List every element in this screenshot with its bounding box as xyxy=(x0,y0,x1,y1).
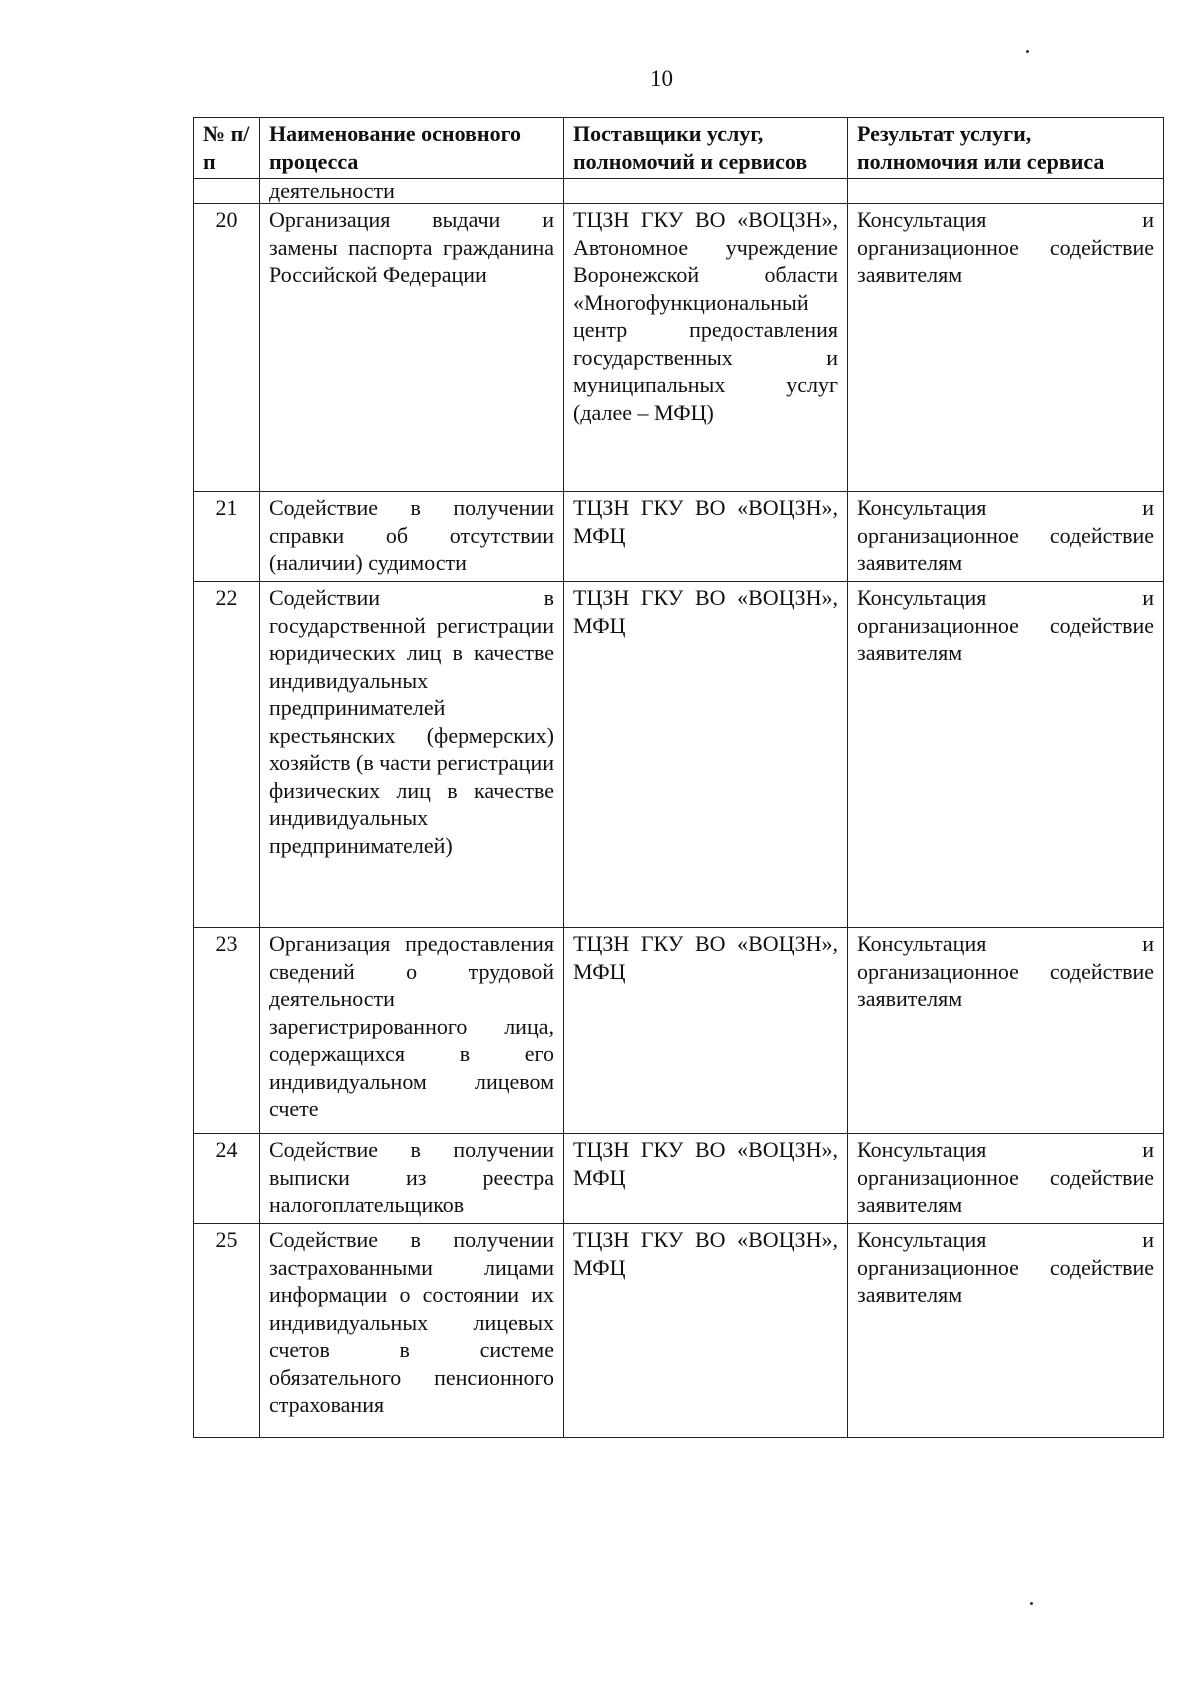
result-first-line xyxy=(857,584,1154,612)
result-word: Консультация xyxy=(857,1227,987,1252)
table-row xyxy=(194,1224,1164,1438)
table-row xyxy=(194,492,1164,582)
result-rest: организационное содействие заявителям xyxy=(857,958,1154,1011)
continuation-num xyxy=(194,179,260,204)
providers-cell: ТЦЗН ГКУ ВО «ВОЦЗН», МФЦ xyxy=(564,1134,848,1224)
result-cell xyxy=(848,204,1164,492)
row-number: 23 xyxy=(194,928,260,1134)
providers-cell: ТЦЗН ГКУ ВО «ВОЦЗН», МФЦ xyxy=(564,492,848,582)
continuation-row xyxy=(194,179,1164,204)
result-word: Консультация xyxy=(857,207,987,232)
row-number: 20 xyxy=(194,204,260,492)
result-conjunction: и xyxy=(1142,1227,1154,1252)
process-name: Содействие в получении справки об отсутствии (наличии) судимости xyxy=(260,492,564,582)
process-name: Содействие в получении застрахованными лицами информации о состоянии их индивидуальных лицевых счетов в системе обязательного пенсионного страхования xyxy=(260,1224,564,1438)
header-providers: Поставщики услуг, полномочий и сервисов xyxy=(564,118,848,179)
services-table xyxy=(193,117,1164,1438)
result-conjunction: и xyxy=(1142,207,1154,232)
result-first-line xyxy=(857,1226,1154,1254)
table-row xyxy=(194,1134,1164,1224)
result-word: Консультация xyxy=(857,1137,987,1162)
header-num: № п/п xyxy=(194,118,260,179)
result-word: Консультация xyxy=(857,495,987,520)
result-first-line xyxy=(857,930,1154,958)
header-process: Наименование основного процесса xyxy=(260,118,564,179)
process-name: Содействие в получении выписки из реестра налогоплательщиков xyxy=(260,1134,564,1224)
providers-cell: ТЦЗН ГКУ ВО «ВОЦЗН», МФЦ xyxy=(564,928,848,1134)
table-row xyxy=(194,928,1164,1134)
result-word: Консультация xyxy=(857,931,987,956)
providers-cell: ТЦЗН ГКУ ВО «ВОЦЗН», Автономное учреждение Воронежской области «Многофункциональный центр предоставления государственных и муниципальных услуг (далее – МФЦ) xyxy=(564,204,848,492)
result-cell xyxy=(848,1224,1164,1438)
result-cell xyxy=(848,492,1164,582)
result-cell xyxy=(848,582,1164,928)
result-first-line xyxy=(857,494,1154,522)
result-rest: организационное содействие заявителям xyxy=(857,522,1154,575)
row-number: 25 xyxy=(194,1224,260,1438)
result-conjunction: и xyxy=(1142,1137,1154,1162)
row-number: 24 xyxy=(194,1134,260,1224)
result-first-line xyxy=(857,1136,1154,1164)
result-conjunction: и xyxy=(1142,585,1154,610)
row-number: 22 xyxy=(194,582,260,928)
result-conjunction: и xyxy=(1142,495,1154,520)
result-rest: организационное содействие заявителям xyxy=(857,234,1154,287)
result-conjunction: и xyxy=(1142,931,1154,956)
result-rest: организационное содействие заявителям xyxy=(857,612,1154,665)
providers-cell: ТЦЗН ГКУ ВО «ВОЦЗН», МФЦ xyxy=(564,582,848,928)
scan-speck xyxy=(1030,1602,1033,1605)
result-rest: организационное содействие заявителям xyxy=(857,1164,1154,1217)
table-row xyxy=(194,204,1164,492)
process-name: Организация выдачи и замены паспорта гражданина Российской Федерации xyxy=(260,204,564,492)
page-number: 10 xyxy=(650,66,673,91)
row-number: 21 xyxy=(194,492,260,582)
result-first-line xyxy=(857,206,1154,234)
continuation-result xyxy=(848,179,1164,204)
result-cell xyxy=(848,1134,1164,1224)
providers-cell: ТЦЗН ГКУ ВО «ВОЦЗН», МФЦ xyxy=(564,1224,848,1438)
continuation-providers xyxy=(564,179,848,204)
scan-speck xyxy=(1026,50,1029,53)
process-name: Организация предоставления сведений о трудовой деятельности зарегистрированного лица, содержащихся в его индивидуальном лицевом счете xyxy=(260,928,564,1134)
table-header-row xyxy=(194,118,1164,179)
continuation-text: деятельности xyxy=(260,179,564,204)
header-result: Результат услуги, полномочия или сервиса xyxy=(848,118,1164,179)
result-word: Консультация xyxy=(857,585,987,610)
result-rest: организационное содействие заявителям xyxy=(857,1254,1154,1307)
process-name: Содействии в государственной регистрации юридических лиц в качестве индивидуальных предпринимателей крестьянских (фермерских) хозяйств (в части регистрации физических лиц в качестве индивидуальных предпринимателей) xyxy=(260,582,564,928)
table-row xyxy=(194,582,1164,928)
result-cell xyxy=(848,928,1164,1134)
